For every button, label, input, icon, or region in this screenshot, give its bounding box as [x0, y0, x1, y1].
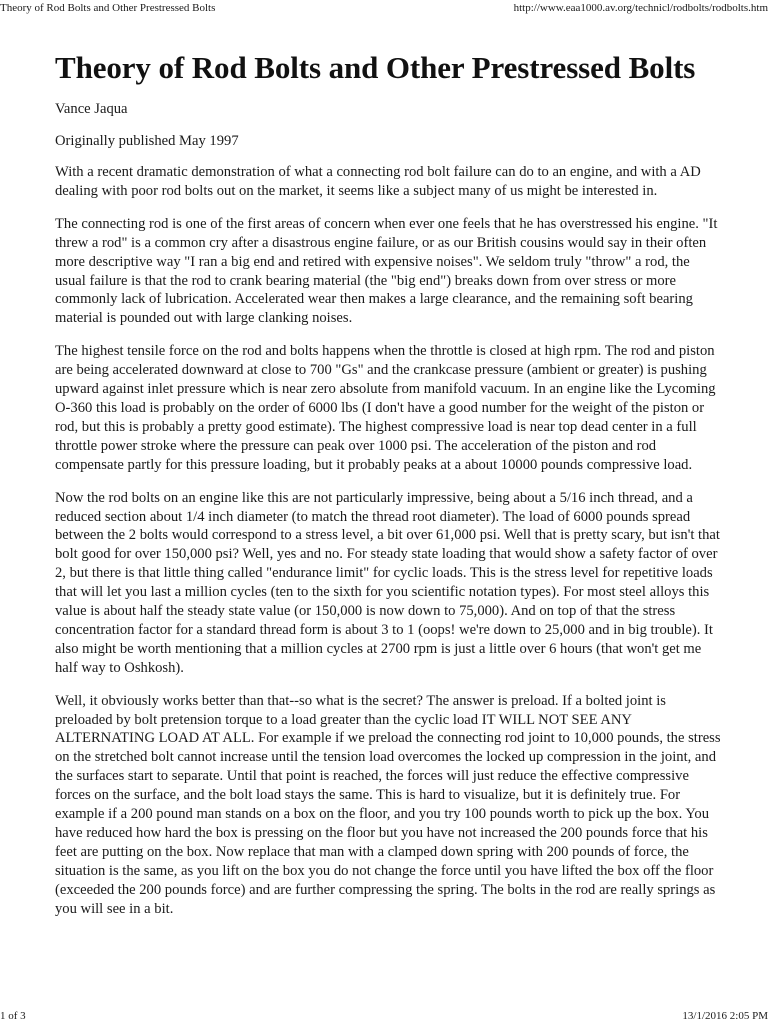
article-paragraph: The highest tensile force on the rod and bolts happens when the throttle is closed at high rpm. The rod and piston are being accelerated downward at close to 700 "Gs" and the crankcase pressure (ambient or greater) is pushing upward against inlet pressure which is near zero absolute from manifold vacuum. In an engine like the Lycoming O-360 this load is probably on the order of 6000 lbs (I don't have a good number for the weight of the piston or rod, but this is probably a pretty good estimate). The highest compressive load is near top dead center in a full throttle power stroke where the pressure can peak over 1000 psi. The acceleration of the piston and rod compensate partly for this pressure loading, but it probably peaks at a about 10000 pounds compressive load. — [55, 343, 716, 473]
print-timestamp: 13/1/2016 2:05 PM — [682, 1010, 768, 1022]
print-header-title: Theory of Rod Bolts and Other Prestressed Bolts — [0, 2, 216, 14]
article-paragraph: Well, it obviously works better than that--so what is the secret? The answer is preload. If a bolted joint is preloaded by bolt pretension torque to a load greater than the cyclic load IT WILL NOT SEE ANY ALTERNATING LOAD AT ALL. For example if we preload the connecting rod joint to 10,000 pounds, the stress on the stretched bolt cannot increase until the tension load overcomes the locked up compression in the joint, and the surfaces start to separate. Until that point is reached, the forces will just reduce the effective compressive forces on the surface, and the bolt load stays the same. This is hard to visualize, but it is definitely true. For example if a 200 pound man stands on a box on the floor, and you try 100 pounds worth to pick up the box. You have reduced how hard the box is pressing on the floor but you have not increased the 200 pounds force that his feet are putting on the box. Now replace that man with a clamped down spring with 200 pounds of force, the situation is the same, as you lift on the box you do not change the force until you have lifted the box off the floor (exceeded the 200 pounds force) and are further compressing the spring. The bolts in the rod are really springs as you will see in a bit. — [55, 692, 721, 917]
article-paragraph: Now the rod bolts on an engine like this are not particularly impressive, being about a 5/16 inch thread, and a reduced section about 1/4 inch diameter (to match the thread root diameter). The load of 6000 pounds spread between the 2 bolts would correspond to a stress level, a bit over 61,000 psi. Well that is pretty scary, but isn't that bolt good for over 150,000 psi? Well, yes and no. For steady state loading that would show a safety factor of over 2, but there is that little thing called "endurance limit" for cyclic loads. This is the stress level for repetitive loads that will let you last a million cycles (ten to the sixth for you scientific notation types). For most steel alloys this value is about half the steady state value (or 150,000 is now down to 75,000). And on top of that the stress concentration factor for a standard thread form is about 3 to 1 (oops! we're down to 25,000 and in big trouble). It also might be worth mentioning that a million cycles at 2700 rpm is just a little over 6 hours (that won't get me half way to Oshkosh). — [55, 489, 720, 676]
article-paragraph: The connecting rod is one of the first areas of concern when ever one feels that he has overstressed his engine. "It threw a rod" is a common cry after a disastrous engine failure, or as our British cousins would say in their often more descriptive way "I ran a big end and retired with expensive noises". We seldom truly "throw" a rod, the usual failure is that the rod to crank bearing material (the "big end") breaks down from over stress or more commonly lack of lubrication. Accelerated wear then makes a large clearance, and the remaining soft bearing material is pounded out with large clanking noises. — [55, 215, 718, 327]
print-header — [0, 0, 768, 16]
article-title: Theory of Rod Bolts and Other Prestressed Bolts — [55, 50, 696, 85]
print-header-url: http://www.eaa1000.av.org/technicl/rodbolts/rodbolts.htm — [513, 2, 768, 14]
article-publication-date: Originally published May 1997 — [55, 133, 239, 149]
article — [55, 49, 721, 919]
article-paragraph: With a recent dramatic demonstration of what a connecting rod bolt failure can do to an engine, and with a AD dealing with poor rod bolts out on the market, it seems like a subject many of us might be interested in. — [55, 164, 701, 199]
page-number: 1 of 3 — [0, 1010, 26, 1022]
article-author: Vance Jaqua — [55, 101, 128, 117]
print-footer — [0, 1008, 768, 1024]
